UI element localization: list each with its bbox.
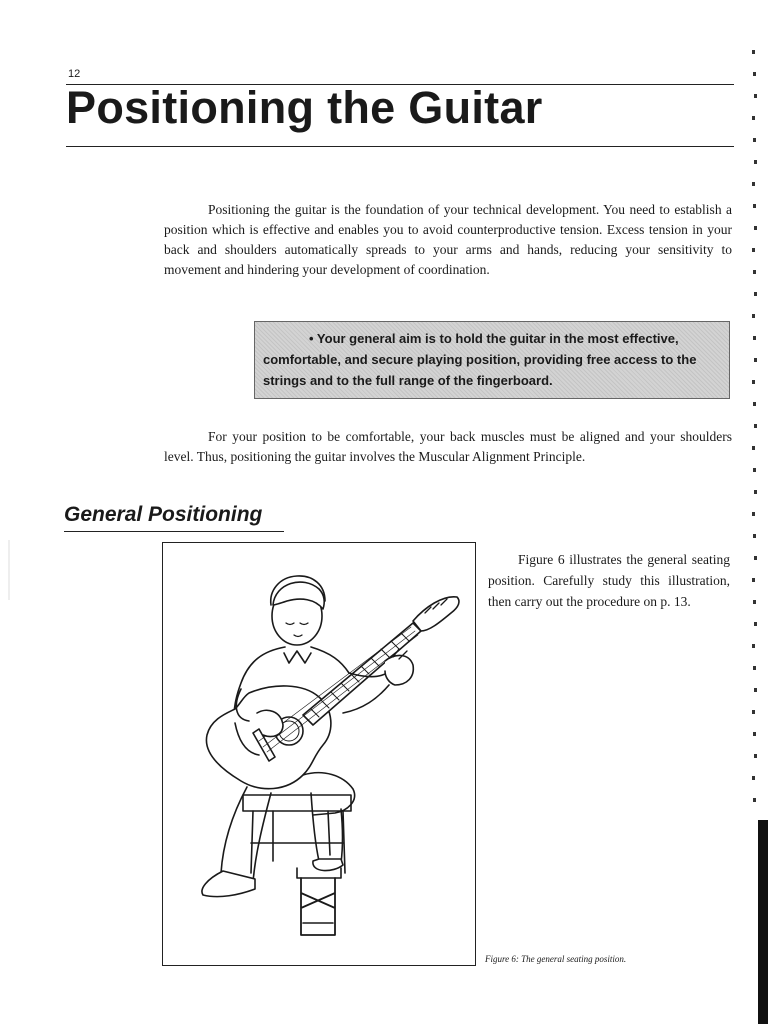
section-rule (64, 531, 284, 532)
binding-mark (753, 336, 756, 340)
binding-mark (753, 666, 756, 670)
binding-mark (754, 292, 757, 296)
header-rule-bottom (66, 146, 734, 147)
figure-description: Figure 6 illustrates the general seating position. Carefully study this illustration, then carry out the procedure on p. 13. (488, 552, 730, 609)
binding-mark (753, 732, 756, 736)
scan-margin-mark (8, 540, 10, 600)
callout-text: • Your general aim is to hold the guitar in the most effective, comfortable, and secure playing position, providing free access to the strings and to the full range of the fingerboard. (263, 331, 697, 388)
figure-caption: Figure 6: The general seating position. (485, 954, 627, 964)
section-heading: General Positioning (64, 503, 263, 526)
binding-mark (754, 622, 757, 626)
page-number: 12 (68, 68, 81, 80)
binding-mark (753, 600, 756, 604)
binding-mark (753, 468, 756, 472)
figure-frame (162, 542, 476, 966)
binding-mark (754, 94, 757, 98)
binding-mark (752, 710, 755, 714)
binding-shadow (758, 820, 768, 1024)
binding-mark (752, 380, 755, 384)
binding-mark (754, 754, 757, 758)
binding-mark (754, 556, 757, 560)
binding-mark (754, 160, 757, 164)
binding-mark (752, 776, 755, 780)
binding-edge (748, 20, 768, 1024)
binding-mark (752, 182, 755, 186)
binding-mark (753, 72, 756, 76)
binding-mark (754, 490, 757, 494)
binding-mark (754, 358, 757, 362)
binding-mark (753, 204, 756, 208)
page-title: Positioning the Guitar (66, 82, 543, 133)
binding-mark (752, 512, 755, 516)
binding-mark (753, 534, 756, 538)
binding-mark (752, 50, 755, 54)
binding-mark (752, 644, 755, 648)
callout-box (254, 321, 730, 399)
intro-paragraph: Positioning the guitar is the foundation of your technical development. You need to establish a position which is effective and enables you to avoid counterproductive tension. Excess tension in your back and shoulders automatically spreads to your arms and hands, reducing your sensitivity to movement and hindering your development of coordination. (164, 202, 732, 277)
alignment-paragraph: For your position to be comfortable, your back muscles must be aligned and your shoulders level. Thus, positioning the guitar involves the Muscular Alignment Principle. (164, 429, 732, 464)
binding-mark (754, 688, 757, 692)
binding-mark (752, 446, 755, 450)
binding-mark (754, 424, 757, 428)
binding-mark (752, 578, 755, 582)
binding-mark (753, 798, 756, 802)
binding-mark (752, 248, 755, 252)
binding-mark (754, 226, 757, 230)
binding-mark (753, 402, 756, 406)
binding-mark (752, 314, 755, 318)
guitarist-illustration (163, 543, 475, 965)
binding-mark (752, 116, 755, 120)
binding-mark (753, 270, 756, 274)
binding-mark (753, 138, 756, 142)
